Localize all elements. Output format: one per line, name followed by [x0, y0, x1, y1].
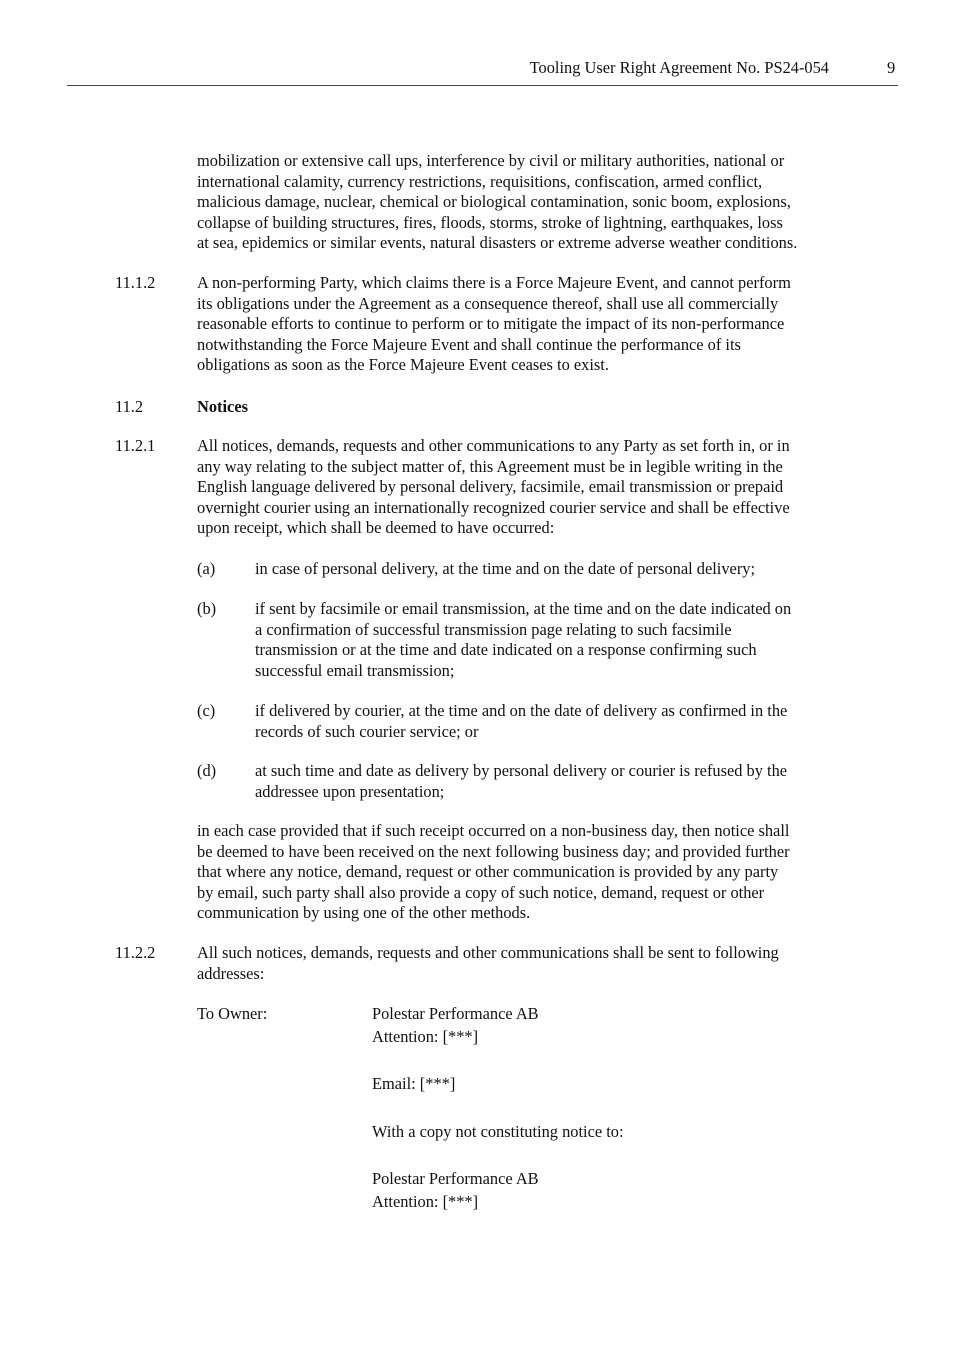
text-line: communication by using one of the other methods. — [197, 903, 531, 923]
text-line: All notices, demands, requests and other communications to any Party as set forth in, or in — [197, 436, 790, 455]
text-line: obligations as soon as the Force Majeure Event ceases to exist. — [197, 355, 609, 375]
text-line: mobilization or extensive call ups, interference by civil or military authorities, national or — [197, 151, 785, 170]
text-line: reasonable efforts to continue to perform or to mitigate the impact of its non-performance — [197, 314, 785, 334]
text-line: any way relating to the subject matter of, this Agreement must be in legible writing in the — [197, 456, 783, 476]
text-line: at such time and date as delivery by personal delivery or courier is refused by the — [255, 761, 788, 780]
text-line: if delivered by courier, at the time and on the date of delivery as confirmed in the — [255, 701, 788, 720]
text-line: notwithstanding the Force Majeure Event and shall continue the performance of its — [197, 334, 741, 354]
section-heading: Notices — [197, 397, 248, 416]
text-line: be deemed to have been received on the next following business day; and provided further — [197, 841, 790, 861]
clause-number: 11.2 — [115, 397, 144, 416]
text-line: successful email transmission; — [255, 660, 455, 680]
address-attention: Attention: [***] — [372, 1192, 479, 1211]
clause-11-1-2-text — [197, 273, 791, 376]
text-line: its obligations under the Agreement as a consequence thereof, shall use all commercially — [197, 293, 779, 313]
list-item-label: (d) — [197, 761, 217, 780]
closing-paragraph — [197, 821, 790, 924]
text-line: if sent by facsimile or email transmission, at the time and on the date indicated on — [255, 599, 792, 618]
list-item — [255, 701, 787, 742]
clause-number: 11.2.1 — [115, 436, 156, 455]
text-line: upon receipt, which shall be deemed to have occurred: — [197, 518, 555, 538]
address-email: Email: [***] — [372, 1074, 456, 1093]
list-item-label: (a) — [197, 559, 216, 578]
list-item-label: (b) — [197, 599, 217, 618]
address-label: To Owner: — [197, 1004, 268, 1023]
document-title: Tooling User Right Agreement No. PS24-054 — [529, 58, 829, 77]
clause-number: 11.2.2 — [115, 943, 156, 962]
header-divider — [67, 85, 898, 86]
text-line: addressee upon presentation; — [255, 781, 445, 801]
continuation-paragraph — [197, 151, 797, 254]
text-line: transmission or at the time and date indicated on a response confirming such — [255, 640, 757, 660]
list-item — [255, 559, 755, 580]
text-line: addresses: — [197, 963, 265, 983]
text-line: collapse of building structures, fires, floods, storms, stroke of lightning, earthquakes, loss — [197, 212, 783, 232]
page-header — [0, 58, 965, 82]
text-line: in case of personal delivery, at the time and on the date of personal delivery; — [255, 559, 756, 578]
address-company: Polestar Performance AB — [372, 1169, 539, 1188]
clause-11-2-2-text — [197, 943, 779, 984]
address-attention: Attention: [***] — [372, 1027, 479, 1046]
text-line: international calamity, currency restrictions, requisitions, confiscation, armed conflict, — [197, 171, 763, 191]
text-line: A non-performing Party, which claims there is a Force Majeure Event, and cannot perform — [197, 273, 791, 292]
clause-11-2-1-text — [197, 436, 790, 539]
text-line: by email, such party shall also provide a copy of such notice, demand, request or other — [197, 882, 765, 902]
text-line: malicious damage, nuclear, chemical or biological contamination, sonic boom, explosions, — [197, 192, 791, 212]
address-company: Polestar Performance AB — [372, 1004, 539, 1023]
text-line: overnight courier using an internationally recognized courier service and shall be effective — [197, 497, 790, 517]
list-item — [255, 761, 787, 802]
text-line: All such notices, demands, requests and other communications shall be sent to following — [197, 943, 779, 962]
list-item-label: (c) — [197, 701, 216, 720]
clause-number: 11.1.2 — [115, 273, 156, 292]
text-line: English language delivered by personal delivery, facsimile, email transmission or prepaid — [197, 477, 784, 497]
text-line: in each case provided that if such receipt occurred on a non-business day, then notice shall — [197, 821, 790, 840]
text-line: at sea, epidemics or similar events, natural disasters or extreme adverse weather conditions. — [197, 233, 798, 253]
text-line: a confirmation of successful transmission page relating to such facsimile — [255, 619, 732, 639]
text-line: records of such courier service; or — [255, 721, 479, 741]
text-line: that where any notice, demand, request or other communication is provided by any party — [197, 862, 779, 882]
list-item — [255, 599, 791, 681]
page-number: 9 — [887, 58, 896, 77]
copy-notice-line: With a copy not constituting notice to: — [372, 1122, 624, 1141]
